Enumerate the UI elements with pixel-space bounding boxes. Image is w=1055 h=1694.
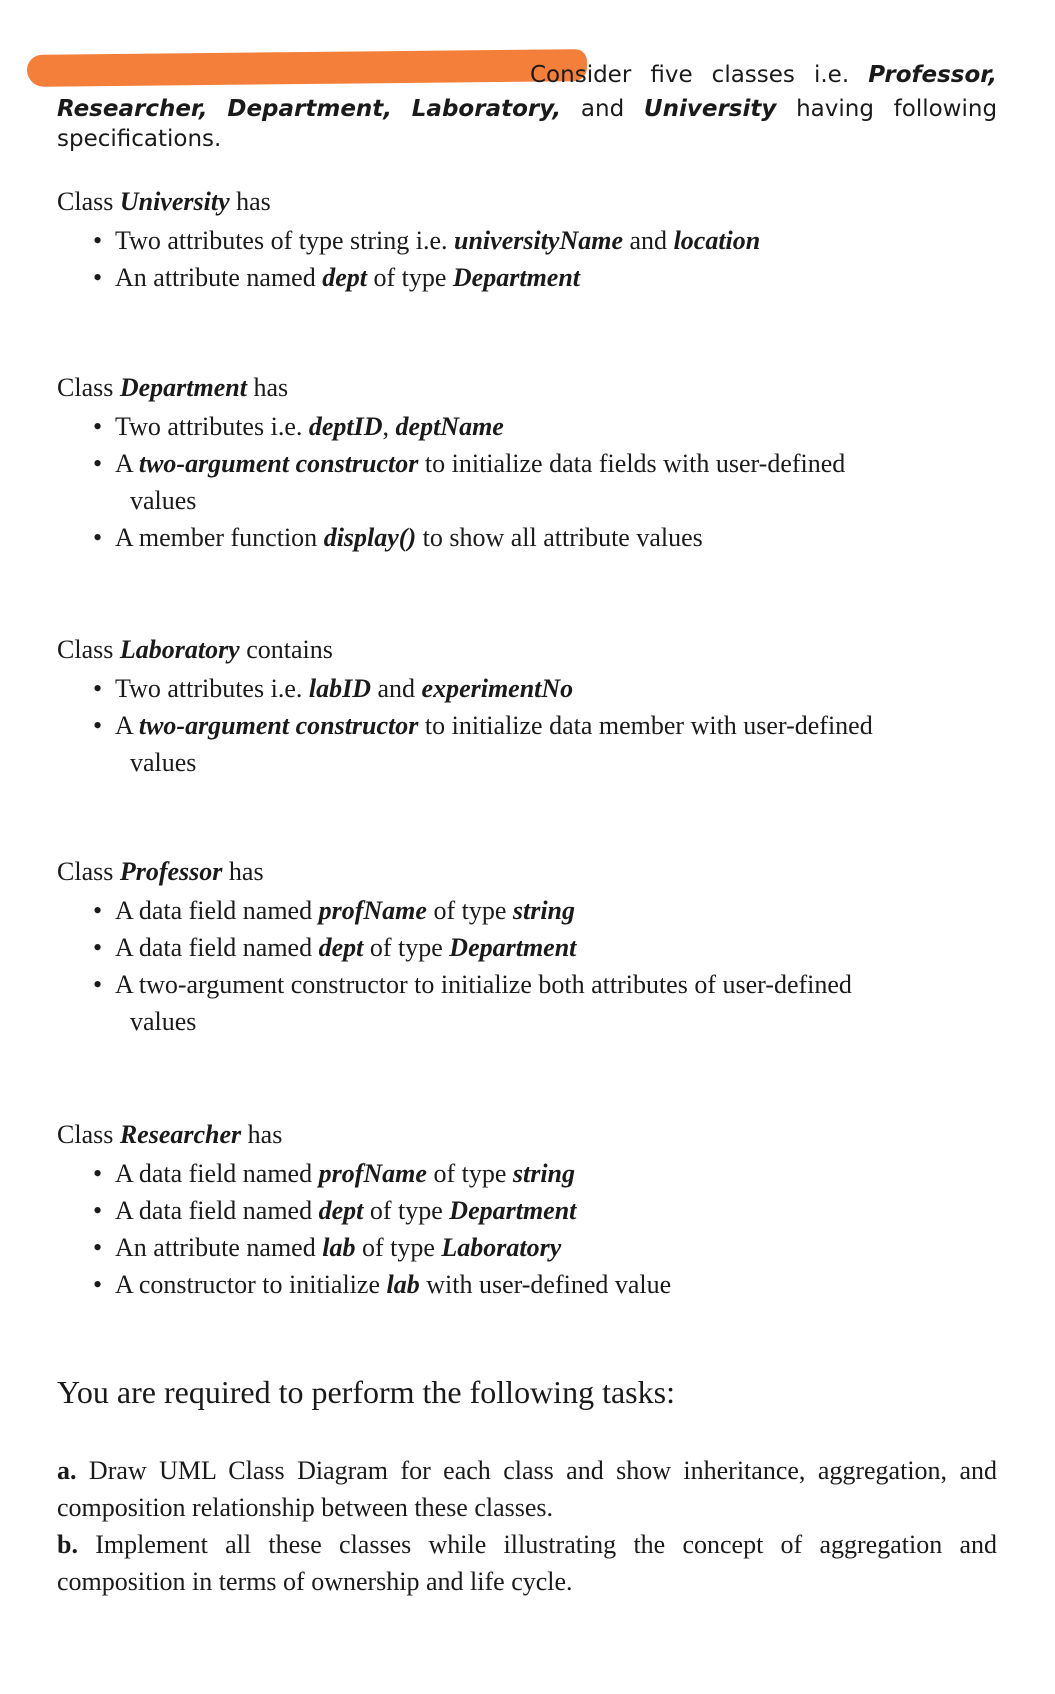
item-fragment: Two attributes of type string i.e. bbox=[115, 226, 455, 255]
class-heading bbox=[57, 1115, 1017, 1155]
item-fragment: of type bbox=[426, 1159, 513, 1188]
class-suffix: has bbox=[247, 1120, 283, 1149]
item-continuation: values bbox=[130, 486, 197, 515]
attribute-list bbox=[57, 1155, 1017, 1303]
list-item bbox=[57, 408, 1017, 445]
intro-and: and bbox=[580, 96, 625, 122]
list-item bbox=[57, 1229, 1017, 1266]
item-fragment: Two attributes i.e. bbox=[115, 412, 309, 441]
task-b-text: Implement all these classes while illustrating the concept of aggregation and composition in terms of ownership and life cycle. bbox=[57, 1530, 997, 1596]
item-fragment: to initialize data member with user-defined bbox=[418, 711, 873, 740]
task-a-label: a. bbox=[57, 1456, 77, 1485]
item-fragment: profName bbox=[318, 896, 427, 925]
item-fragment: with user-defined value bbox=[419, 1270, 672, 1299]
item-fragment: A bbox=[115, 449, 139, 478]
item-fragment: deptID bbox=[308, 412, 383, 441]
item-fragment: of type bbox=[366, 263, 453, 292]
list-item bbox=[57, 966, 1017, 1040]
class-suffix: has bbox=[228, 857, 264, 886]
list-item bbox=[57, 259, 1017, 296]
item-fragment: Department bbox=[449, 1196, 577, 1225]
class-laboratory: Laboratory, bbox=[411, 96, 562, 122]
item-fragment: two-argument constructor bbox=[138, 449, 419, 478]
item-fragment: of type bbox=[363, 1196, 450, 1225]
class-section-department bbox=[57, 368, 1017, 556]
task-a-text: Draw UML Class Diagram for each class and show inheritance, aggregation, and composition relationship between these classes. bbox=[57, 1456, 997, 1522]
class-department: Department, bbox=[227, 96, 393, 122]
class-section-professor bbox=[57, 852, 1017, 1040]
list-item bbox=[57, 1155, 1017, 1192]
task-b bbox=[57, 1526, 997, 1600]
item-fragment: and bbox=[623, 226, 674, 255]
list-item bbox=[57, 670, 1017, 707]
item-fragment: A data field named bbox=[115, 896, 319, 925]
item-fragment: dept bbox=[322, 263, 367, 292]
item-fragment: profName bbox=[318, 1159, 427, 1188]
attribute-list bbox=[57, 408, 1017, 556]
class-university: University bbox=[643, 96, 777, 122]
item-fragment: A two-argument constructor to initialize both attributes of user-defined bbox=[115, 970, 852, 999]
list-item bbox=[57, 222, 1017, 259]
task-a bbox=[57, 1452, 997, 1526]
class-suffix: has bbox=[236, 187, 271, 216]
list-item bbox=[57, 1192, 1017, 1229]
item-fragment: of type bbox=[363, 933, 450, 962]
intro-paragraph bbox=[57, 58, 997, 126]
item-fragment: universityName bbox=[454, 226, 624, 255]
item-fragment: A data field named bbox=[115, 933, 319, 962]
intro-text-after: having following bbox=[796, 96, 998, 122]
class-prefix: Class bbox=[57, 635, 114, 664]
item-fragment: display() bbox=[323, 523, 417, 552]
class-professor: Professor, bbox=[868, 62, 997, 88]
intro-line2: specifications. bbox=[57, 126, 222, 152]
task-b-label: b. bbox=[57, 1530, 78, 1559]
item-fragment: lab bbox=[322, 1233, 356, 1262]
class-prefix: Class bbox=[57, 1120, 114, 1149]
item-fragment: , bbox=[382, 412, 396, 441]
item-fragment: string bbox=[512, 1159, 576, 1188]
item-fragment: of type bbox=[426, 896, 513, 925]
item-fragment: A data field named bbox=[115, 1196, 319, 1225]
item-fragment: Department bbox=[449, 933, 577, 962]
item-fragment: Laboratory bbox=[441, 1233, 562, 1262]
item-fragment: and bbox=[370, 674, 422, 703]
class-name: University bbox=[119, 187, 230, 216]
class-section-researcher bbox=[57, 1115, 1017, 1303]
item-fragment: deptName bbox=[395, 412, 504, 441]
attribute-list bbox=[57, 892, 1017, 1040]
item-fragment: location bbox=[673, 226, 761, 255]
class-name: Department bbox=[119, 373, 247, 402]
item-fragment: Two attributes i.e. bbox=[115, 674, 309, 703]
class-researcher: Researcher, bbox=[57, 96, 208, 122]
list-item bbox=[57, 519, 1017, 556]
class-prefix: Class bbox=[57, 187, 114, 216]
item-fragment: An attribute named bbox=[115, 263, 323, 292]
class-heading bbox=[57, 368, 1017, 408]
attribute-list bbox=[57, 222, 1017, 296]
item-continuation: values bbox=[130, 1007, 197, 1036]
item-fragment: Department bbox=[452, 263, 581, 292]
item-fragment: A constructor to initialize bbox=[115, 1270, 387, 1299]
intro-text: Consider five classes i.e. bbox=[530, 62, 850, 88]
item-fragment: experimentNo bbox=[421, 674, 574, 703]
item-fragment: of type bbox=[355, 1233, 442, 1262]
class-name: Professor bbox=[119, 857, 223, 886]
item-fragment: dept bbox=[318, 933, 364, 962]
item-fragment: to initialize data fields with user-defined bbox=[418, 449, 846, 478]
list-item bbox=[57, 707, 1017, 781]
list-item bbox=[57, 445, 1017, 519]
item-fragment: to show all attribute values bbox=[416, 523, 703, 552]
class-section-university bbox=[57, 182, 1017, 296]
class-heading bbox=[57, 182, 1017, 222]
class-heading bbox=[57, 852, 1017, 892]
attribute-list bbox=[57, 670, 1017, 781]
class-section-laboratory bbox=[57, 630, 1017, 781]
class-prefix: Class bbox=[57, 857, 114, 886]
item-fragment: A data field named bbox=[115, 1159, 319, 1188]
list-item bbox=[57, 929, 1017, 966]
item-fragment: A bbox=[115, 711, 139, 740]
item-fragment: lab bbox=[386, 1270, 420, 1299]
list-item bbox=[57, 892, 1017, 929]
item-fragment: A member function bbox=[115, 523, 324, 552]
item-fragment: dept bbox=[318, 1196, 364, 1225]
class-suffix: contains bbox=[246, 635, 333, 664]
class-name: Researcher bbox=[119, 1120, 242, 1149]
tasks-title: You are required to perform the following tasks: bbox=[57, 1374, 675, 1410]
class-name: Laboratory bbox=[119, 635, 240, 664]
item-fragment: labID bbox=[308, 674, 371, 703]
class-suffix: has bbox=[253, 373, 289, 402]
class-prefix: Class bbox=[57, 373, 114, 402]
class-heading bbox=[57, 630, 1017, 670]
item-fragment: two-argument constructor bbox=[138, 711, 419, 740]
item-continuation: values bbox=[130, 748, 197, 777]
item-fragment: string bbox=[512, 896, 576, 925]
item-fragment: An attribute named bbox=[115, 1233, 323, 1262]
list-item bbox=[57, 1266, 1017, 1303]
